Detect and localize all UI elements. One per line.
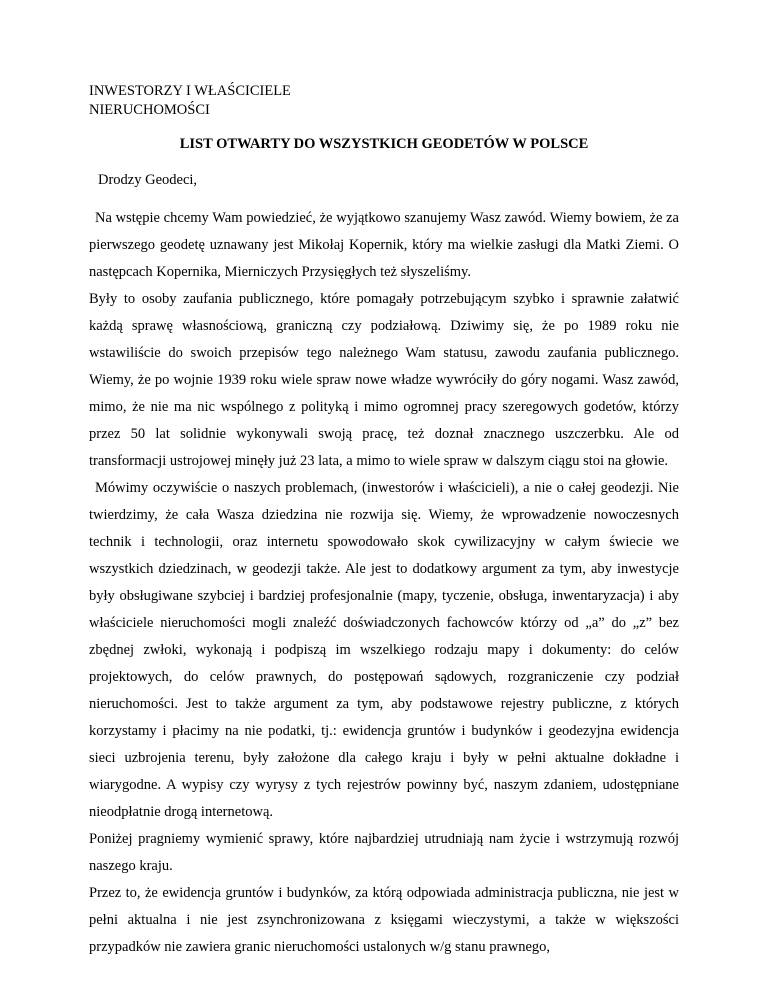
paragraph: Poniżej pragniemy wymienić sprawy, które najbardziej utrudniają nam życie i wstrzymują rozwój naszego kraju. [89,831,679,874]
paragraph: Przez to, że ewidencja gruntów i budynków, za którą odpowiada administracja publiczna, nie jest w pełni aktualna i nie jest zsynchronizowana z księgami wieczystymi, a także w większości przypadków nie zawiera granic nieruchomości ustalonych w/g stanu prawnego, [89,885,679,955]
sender-line-1: INWESTORZY I WŁAŚCICIELE [89,83,291,99]
sender-line-2: NIERUCHOMOŚCI [89,102,210,118]
letter-title: LIST OTWARTY DO WSZYSTKICH GEODETÓW W POLSCE [179,136,589,152]
paragraph: Na wstępie chcemy Wam powiedzieć, że wyjątkowo szanujemy Wasz zawód. Wiemy bowiem, że za pierwszego geodetę uznawany jest Mikołaj Kopernik, który ma wielkie zasługi dla Matki Ziemi. O następcach Kopernika, Mierniczych Przysięgłych też słyszeliśmy. [89,210,679,280]
letter-body [89,205,679,961]
paragraph: Były to osoby zaufania publicznego, które pomagały potrzebującym szybko i sprawnie załatwić każdą sprawę własnościową, graniczną czy podziałową. Dziwimy się, że po 1989 roku nie wstawiliście do swoich przepisów tego należnego Wam statusu, zawodu zaufania publicznego. Wiemy, że po wojnie 1939 roku wiele spraw nowe władze wywróciły do góry nogami. Wasz zawód, mimo, że nie ma nic wspólnego z polityką i mimo ogromnej pracy szeregowych godetów, którzy przez 50 lat solidnie wykonywali swoją pracę, też doznał znacznego uszczerbku. Ale od transformacji ustrojowej minęły już 23 lata, a mimo to wiele spraw w dalszym ciągu stoi na głowie. [89,291,679,469]
greeting: Drodzy Geodeci, [98,172,198,188]
paragraph: Mówimy oczywiście o naszych problemach, (inwestorów i właścicieli), a nie o całej geodezji. Nie twierdzimy, że cała Wasza dziedzina nie rozwija się. Wiemy, że wprowadzenie nowoczesnych technik i technologii, oraz internetu spowodowało skok cywilizacyjny w całym świecie we wszystkich dziedzinach, w geodezji także. Ale jest to dodatkowy argument za tym, aby inwestycje były obsługiwane szybciej i bardziej profesjonalnie (mapy, tyczenie, obsługa, inwentaryzacja) i aby właściciele nieruchomości mogli znaleźć doświadczonych fachowców którzy od „a” do „z” bez zbędnej zwłoki, wykonają i podpiszą im wszelkiego rodzaju mapy i dokumenty: do celów projektowych, do celów prawnych, do postępowań sądowych, rozgraniczenie czy podział nieruchomości. Jest to także argument za tym, aby podstawowe rejestry publiczne, z których korzystamy i płacimy na nie podatki, tj.: ewidencja gruntów i budynków i geodezyjna ewidencja sieci uzbrojenia terenu, były założone dla całego kraju i były w pełni aktualne dokładne i wiarygodne. A wypisy czy wyrysy z tych rejestrów powinny być, naszym zdaniem, udostępniane nieodpłatnie drogą internetową. [89,480,679,820]
sender-block [89,82,291,120]
